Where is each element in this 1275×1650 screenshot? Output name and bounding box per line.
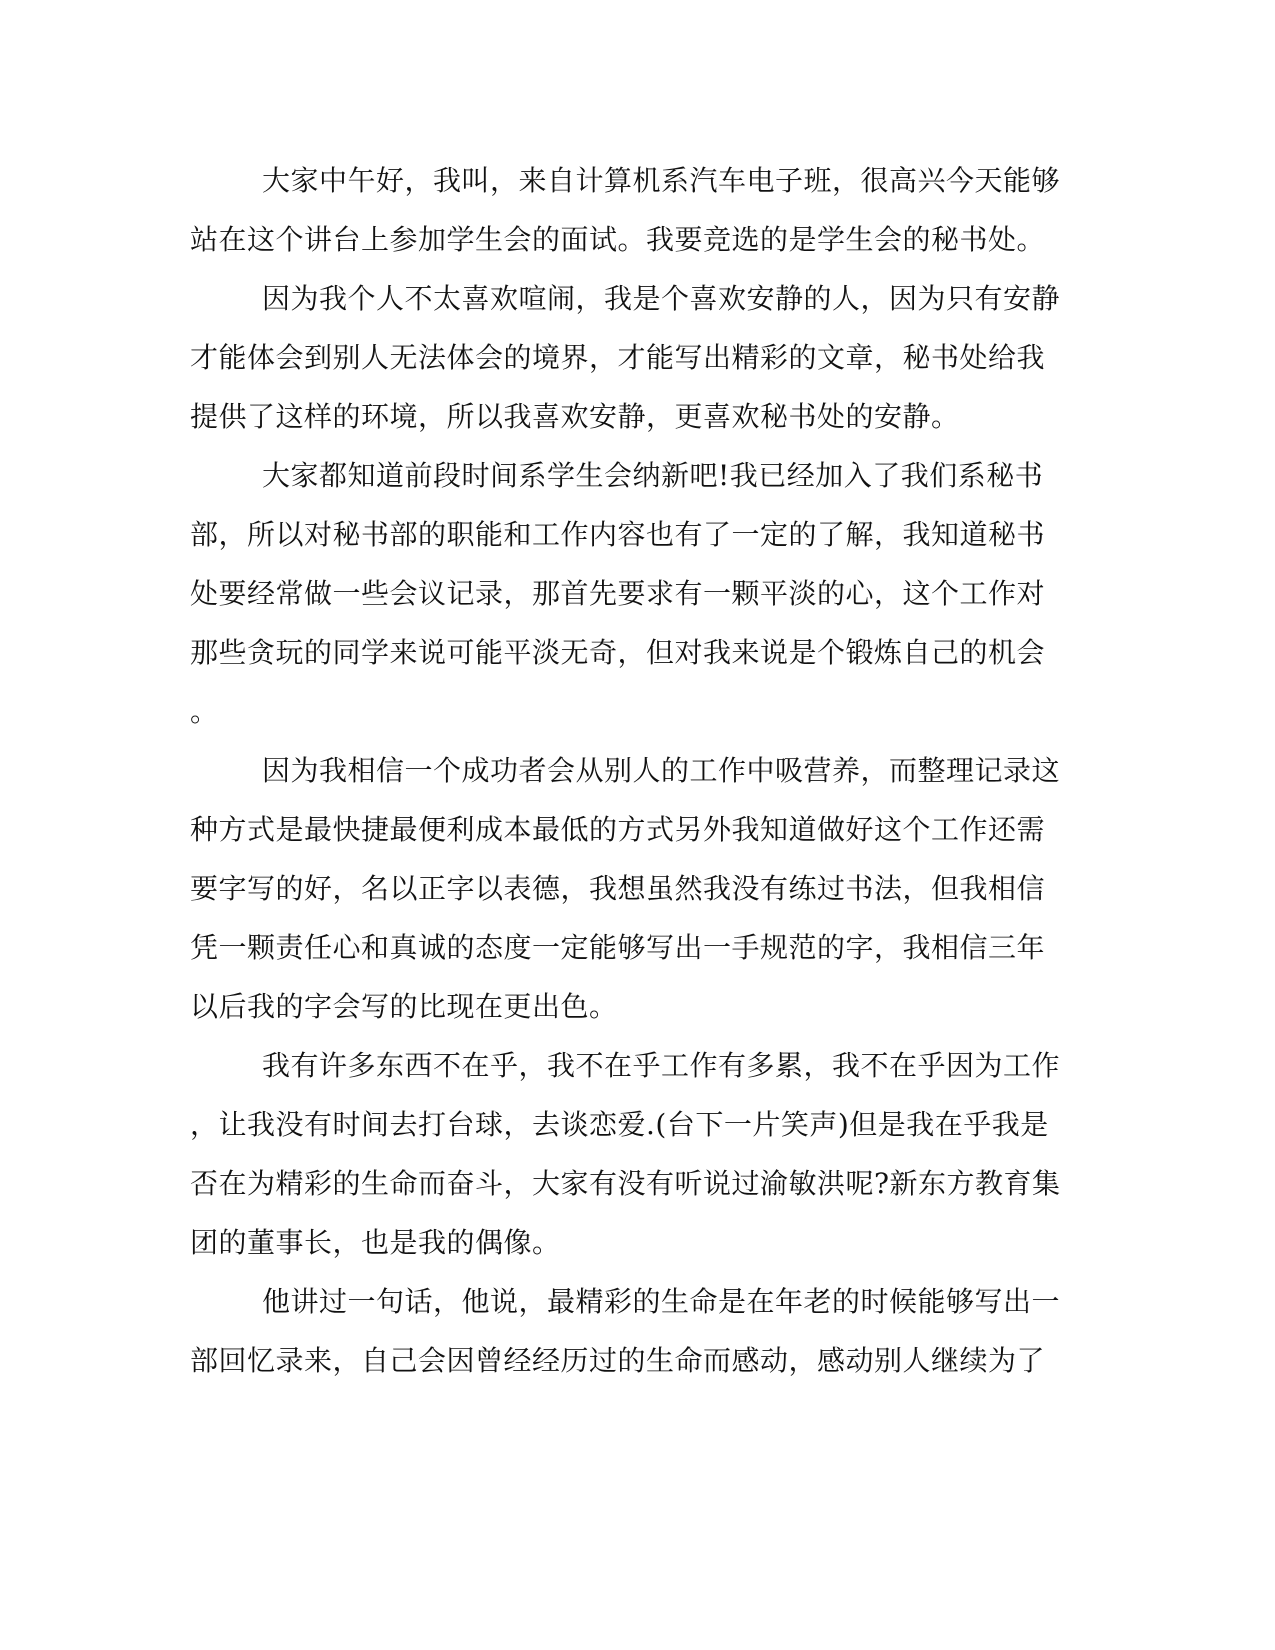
- text-line: 提供了这样的环境，所以我喜欢安静，更喜欢秘书处的安静。: [190, 400, 960, 433]
- text-line: 那些贪玩的同学来说可能平淡无奇，但对我来说是个锻炼自己的机会: [190, 636, 1046, 669]
- text-line: 以后我的字会写的比现在更出色。: [190, 990, 618, 1023]
- text-line: 处要经常做一些会议记录，那首先要求有一颗平淡的心，这个工作对: [190, 577, 1046, 610]
- text-line: 种方式是最快捷最便利成本最低的方式另外我知道做好这个工作还需: [190, 813, 1046, 846]
- text-line: 大家中午好，我叫，来自计算机系汽车电子班，很高兴今天能够: [262, 164, 1061, 197]
- text-line: 才能体会到别人无法体会的境界，才能写出精彩的文章，秘书处给我: [190, 341, 1046, 374]
- text-line: 大家都知道前段时间系学生会纳新吧!我已经加入了我们系秘书: [262, 459, 1044, 492]
- text-line: 站在这个讲台上参加学生会的面试。我要竞选的是学生会的秘书处。: [190, 223, 1046, 256]
- text-line: 因为我相信一个成功者会从别人的工作中吸营养，而整理记录这: [262, 754, 1061, 787]
- text-line: ，让我没有时间去打台球，去谈恋爱.(台下一片笑声)但是我在乎我是: [190, 1108, 1049, 1141]
- text-line: 要字写的好，名以正字以表德，我想虽然我没有练过书法，但我相信: [190, 872, 1046, 905]
- text-line: 团的董事长，也是我的偶像。: [190, 1226, 561, 1259]
- text-line: 部回忆录来，自己会因曾经经历过的生命而感动，感动别人继续为了: [190, 1344, 1046, 1377]
- text-line: 凭一颗责任心和真诚的态度一定能够写出一手规范的字，我相信三年: [190, 931, 1046, 964]
- text-line: 他讲过一句话，他说，最精彩的生命是在年老的时候能够写出一: [262, 1285, 1061, 1318]
- text-line: 部，所以对秘书部的职能和工作内容也有了一定的了解，我知道秘书: [190, 518, 1046, 551]
- text-line: 。: [190, 695, 219, 728]
- text-line: 因为我个人不太喜欢喧闹，我是个喜欢安静的人，因为只有安静: [262, 282, 1061, 315]
- text-line: 我有许多东西不在乎，我不在乎工作有多累，我不在乎因为工作: [262, 1049, 1061, 1082]
- text-line: 否在为精彩的生命而奋斗，大家有没有听说过渝敏洪呢?新东方教育集: [190, 1167, 1061, 1200]
